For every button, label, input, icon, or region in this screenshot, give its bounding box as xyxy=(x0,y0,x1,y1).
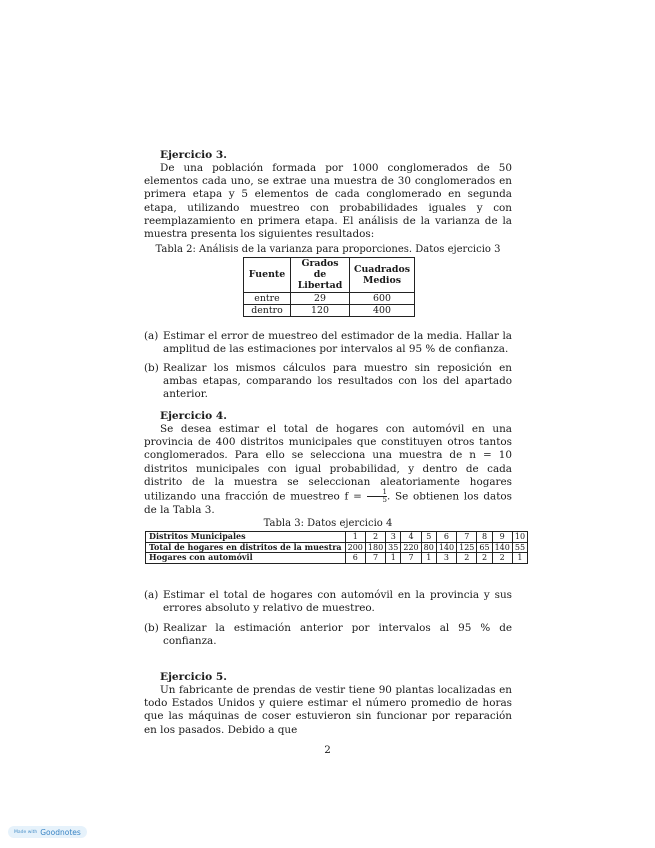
item-text: Realizar los mismos cálculos para muestro sin reposición en ambas etapas, comparando los resultados con los del apartado anterior. xyxy=(163,362,512,401)
table-row xyxy=(244,292,415,304)
exercise-4-item-b xyxy=(144,622,512,648)
page-number: 2 xyxy=(324,744,331,756)
table-row xyxy=(146,553,528,564)
row-label: Hogares con automóvil xyxy=(146,553,346,564)
table-cell: 140 xyxy=(436,542,456,553)
exercise-3-item-a xyxy=(144,330,512,356)
text-end: . Se obtienen los datos de la Tabla 3. xyxy=(144,490,512,517)
table-cell: 80 xyxy=(421,542,436,553)
table-cell: 2 xyxy=(365,532,385,543)
item-text: Estimar el error de muestreo del estimador de la media. Hallar la amplitud de las estimaciones por intervalos al 95 % de confianza. xyxy=(163,330,512,356)
exercise-5-text: Un fabricante de prendas de vestir tiene 90 plantas localizadas en todo Estados Unidos y quiere estimar el número promedio de horas que las máquinas de coser estuvieron sin funcionar por reparación en los pasados. Debido a que xyxy=(144,684,512,736)
fraction-numerator: 1 xyxy=(367,489,387,497)
table-row xyxy=(244,304,415,316)
header-line: Grados de xyxy=(301,258,339,281)
table-header xyxy=(350,258,415,293)
fraction xyxy=(367,489,387,504)
item-label: (b) xyxy=(144,622,159,634)
row-label: Distritos Municipales xyxy=(146,532,346,543)
table-3-caption: Tabla 3: Datos ejercicio 4 xyxy=(263,518,393,529)
table-cell: 3 xyxy=(386,532,401,543)
table-cell: 8 xyxy=(477,532,492,543)
table-cell: dentro xyxy=(244,304,291,316)
exercise-3 xyxy=(144,149,512,241)
table-header: Fuente xyxy=(244,258,291,293)
table-cell: 7 xyxy=(457,532,477,543)
table-cell: 2 xyxy=(477,553,492,564)
item-label: (a) xyxy=(144,589,159,601)
header-line: Medios xyxy=(363,274,401,286)
table-cell: 1 xyxy=(421,553,436,564)
table-cell: 600 xyxy=(350,292,415,304)
header-line: Cuadrados xyxy=(353,263,410,275)
exercise-3-text: De una población formada por 1000 conglomerados de 50 elementos cada uno, se extrae una muestra de 30 conglomerados en primera etapa y 5 elementos de cada conglomerado en segunda etapa, utilizando muestreo con probabilidades iguales y con reemplazamiento en primera etapa. El análisis de la varianza de la muestra presenta los siguientes resultados: xyxy=(144,162,512,241)
row-label: Total de hogares en distritos de la muestra xyxy=(146,542,346,553)
item-text: Estimar el total de hogares con automóvil en la provincia y sus errores absoluto y relativo de muestreo. xyxy=(163,589,512,615)
exercise-5 xyxy=(144,671,512,737)
table-3 xyxy=(145,531,528,564)
fraction-denominator: 5 xyxy=(382,496,387,505)
table-cell: 1 xyxy=(386,553,401,564)
exercise-4-title: Ejercicio 4. xyxy=(160,410,227,422)
exercise-4-text xyxy=(144,423,512,517)
table-cell: 125 xyxy=(457,542,477,553)
exercise-3-item-b xyxy=(144,362,512,402)
item-label: (a) xyxy=(144,330,159,342)
table-cell: 400 xyxy=(350,304,415,316)
exercise-4 xyxy=(144,410,512,517)
table-cell: 1 xyxy=(345,532,365,543)
text-main: Se desea estimar el total de hogares con automóvil en una provincia de 400 distritos municipales que constituyen otros tantos conglomerados. Para ello se selecciona una muestra de n = 10 distritos municipales con igual probabilidad, y dentro de cada distrito de la muestra se seleccionan aleatoriamente hogares utilizando una fracción de muestreo f = xyxy=(144,423,512,503)
table-cell: 7 xyxy=(401,553,421,564)
table-cell: 120 xyxy=(291,304,350,316)
item-label: (b) xyxy=(144,362,159,374)
goodnotes-badge xyxy=(8,826,87,838)
table-cell: 65 xyxy=(477,542,492,553)
table-cell: 9 xyxy=(492,532,512,543)
table-cell: 1 xyxy=(512,553,527,564)
table-2-caption: Tabla 2: Análisis de la varianza para proporciones. Datos ejercicio 3 xyxy=(155,244,501,255)
header-line: Libertad xyxy=(297,280,343,292)
table-cell: 55 xyxy=(512,542,527,553)
table-cell: 4 xyxy=(401,532,421,543)
table-cell: 5 xyxy=(421,532,436,543)
table-cell: entre xyxy=(244,292,291,304)
table-cell: 2 xyxy=(457,553,477,564)
table-header xyxy=(291,258,350,293)
exercise-3-title: Ejercicio 3. xyxy=(160,149,227,161)
table-row xyxy=(244,258,415,293)
table-cell: 220 xyxy=(401,542,421,553)
table-cell: 10 xyxy=(512,532,527,543)
table-cell: 200 xyxy=(345,542,365,553)
table-cell: 2 xyxy=(492,553,512,564)
exercise-5-title: Ejercicio 5. xyxy=(160,671,227,683)
table-cell: 29 xyxy=(291,292,350,304)
table-row xyxy=(146,532,528,543)
table-cell: 3 xyxy=(436,553,456,564)
table-cell: 35 xyxy=(386,542,401,553)
badge-small-text: Made with xyxy=(14,829,38,835)
table-cell: 7 xyxy=(365,553,385,564)
table-row xyxy=(146,542,528,553)
exercise-4-item-a xyxy=(144,589,512,615)
badge-brand-text: Goodnotes xyxy=(40,827,81,837)
table-cell: 6 xyxy=(436,532,456,543)
table-cell: 6 xyxy=(345,553,365,564)
table-2 xyxy=(243,257,415,317)
item-text: Realizar la estimación anterior por intervalos al 95 % de confianza. xyxy=(163,622,512,648)
table-cell: 180 xyxy=(365,542,385,553)
table-cell: 140 xyxy=(492,542,512,553)
